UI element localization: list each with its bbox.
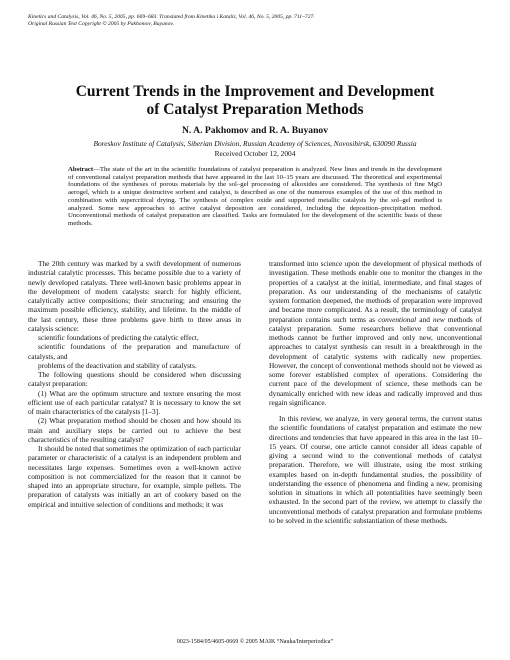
paragraph: It should be noted that sometimes the optimization of each particular parameter or characteristic of a catalyst is an independent problem and necessitates large expenses. Sometimes even a well-known active composition is not commercialized for the reason that it cannot be shaped into an appropriate structure, for example, simple pellets. The preparation of catalysts was initially an art of cookery based on the empirical and intuitive selection of conditions and methods; it was: [28, 444, 241, 509]
header-copyright: Original Russian Text Copyright © 2005 by Pakhomov, Buyanov.: [28, 21, 174, 27]
paragraph: (2) What preparation method should be chosen and how should its main and auxiliary steps be carried out to achieve the best characteristics of the resulting catalyst?: [28, 416, 241, 444]
emphasis-conventional: conventional: [378, 314, 417, 324]
abstract-label: Abstract: [68, 166, 94, 173]
paragraph: (1) What are the optimum structure and texture ensuring the most efficient use of each particular catalyst? It is necessary to know the set of main characteristics of the catalysts [1–3].: [28, 388, 241, 416]
text-run: transformed into science upon the development of physical methods of investigation. These methods enable one to monitor the changes in the properties of a catalyst at the initial, intermediate, and final stages of preparation. As our understanding of the mechanisms of catalytic system formation deepened, the methods of preparation were improved and became more complicated. As a result, the terminology of catalyst preparation contains such terms as: [269, 259, 482, 324]
header-citation: Kinetics and Catalysis, Vol. 46, No. 5, 2005, pp. 669–683. Translated from Kinetika i Kataliz, Vol. 46, No. 5, 2005, pp. 711–727.: [28, 14, 315, 20]
paragraph: [269, 259, 482, 407]
text-run: methods of catalyst preparation. Some researchers believe that conventional methods cannot be further improved and only new, unconventional approaches to catalyst synthesis can result in a breakthrough in the development of catalytic systems with radically new properties. However, the concept of conventional methods should not be viewed as some forever established complex of operations. Considering the current pace of the development of science, these methods can be dynamically enriched with new ideas and radically improved and thus regain significance.: [269, 314, 482, 407]
emphasis-new: new: [432, 314, 445, 324]
page-footer: 0023-1584/05/4605-0669 © 2005 MAIK “Nauka/Interperiodica”: [176, 639, 334, 645]
received-date: Received October 12, 2004: [214, 149, 296, 158]
article-title: [40, 83, 470, 119]
title-line-2: of Catalyst Preparation Methods: [146, 101, 364, 118]
paragraph: scientific foundations of predicting the catalytic effect,: [38, 333, 199, 342]
title-line-1: Current Trends in the Improvement and Development: [75, 83, 435, 100]
paragraph: The following questions should be considered when discussing catalyst preparation:: [28, 370, 241, 389]
author-affiliation: Boreskov Institute of Catalysis, Siberian Division, Russian Academy of Sciences, Novosibirsk, 630090 Russia: [93, 139, 417, 148]
article-authors: N. A. Pakhomov and R. A. Buyanov: [181, 125, 329, 136]
abstract-text: —The state of the art in the scientific foundations of catalyst preparation is analyzed. New lines and trends in the development of conventional catalyst preparation methods that have appeared in the last 10–15 years are discussed. The theoretical and experimental foundations of the syntheses of porous materials by the sol–gel processing of alkoxides are considered. The synthesis of fine MgO aerogel, which is a unique destructive sorbent and catalyst, is described as one of the numerous examples of the use of this method in combination with supercritical drying. The synthesis of complex oxide and supported metallic catalysts by the sol–gel method is analyzed. Some new approaches to active catalyst deposition are considered, including the deposition–precipitation method. Unconventional methods of catalyst preparation are classified. Tasks are formulated for the development of the scientific basis of these methods.: [68, 166, 442, 227]
body-column-right: [269, 259, 482, 525]
paragraph: In this review, we analyze, in very general terms, the current status the scientific foundations of catalyst preparation and estimate the new directions and tendencies that have appeared in this area in the last 10–15 years. Of course, one article cannot consider all ideas capable of giving a second wind to the conventional methods of catalyst preparation. Therefore, we will illustrate, using the most striking examples based on in-depth fundamental studies, the possibility of understanding the essence of phenomena and finding a new, promising solution in situations in which all potentialities have seemingly been exhausted. In the second part of the review, we attempt to classify the unconventional methods of catalyst preparation and formulate problems to be solved in the scientific substantiation of these methods.: [269, 414, 482, 525]
paragraph: The 20th century was marked by a swift development of numerous industrial catalytic processes. This became possible due to a variety of newly developed catalysts. Three well-known basic problems appear in the development of modern catalysts: search for highly efficient, catalytically active compositions; their structuring; and ensuring the maximum possible efficiency, stability, and lifetime. In the middle of the last century, these three problems gave birth to three areas in catalysis science:: [28, 259, 241, 333]
paragraph: problems of the deactivation and stability of catalysts.: [38, 360, 197, 370]
text-run: and: [416, 314, 433, 324]
paragraph: scientific foundations of the preparation and manufacture of catalysts, and: [28, 342, 241, 361]
body-column-left: [28, 259, 241, 509]
abstract: [68, 166, 442, 228]
running-header: [28, 14, 478, 28]
